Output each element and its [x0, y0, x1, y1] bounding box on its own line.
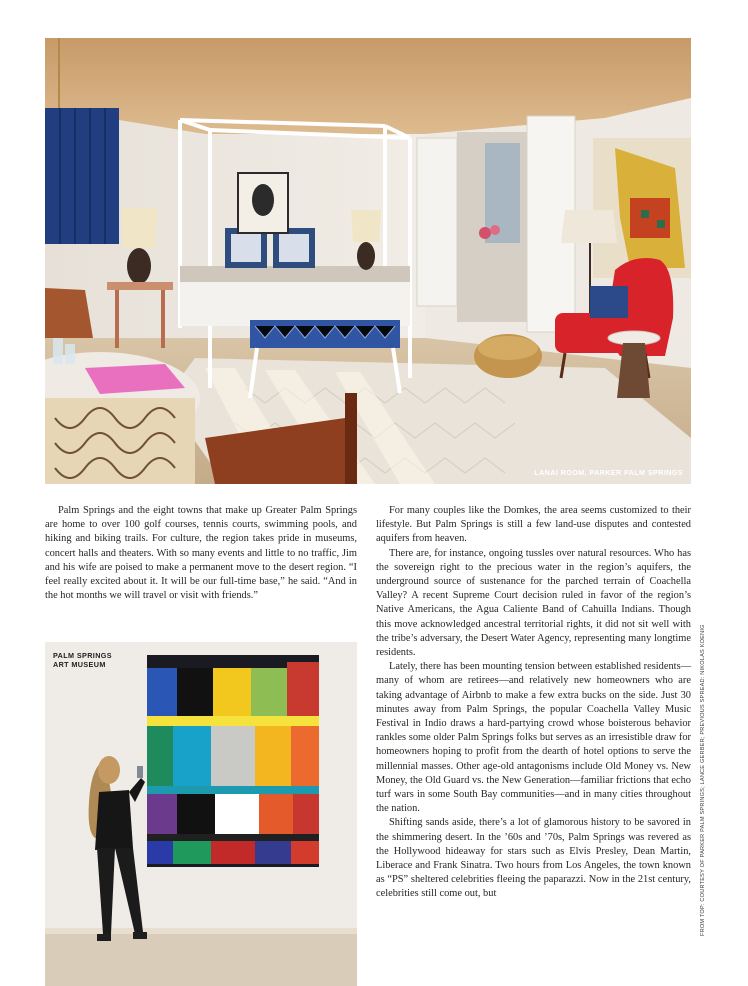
hero-photo-lanai-room [45, 38, 691, 484]
art-museum-illustration [45, 642, 357, 986]
lanai-room-illustration [45, 38, 691, 484]
painting-color-blocks [147, 662, 319, 864]
museum-caption-line: PALM SPRINGS [53, 651, 112, 660]
museum-photo-caption [53, 651, 143, 669]
hero-photo-caption: LANAI ROOM, PARKER PALM SPRINGS [534, 468, 683, 477]
article-paragraph: Palm Springs and the eight towns that make up Greater Palm Springs are home to over 100 golf courses, tennis courts, swimming pools, and hiking and biking trails. For culture, the region takes pride in museums, concert halls and theaters. With so many events and little to no traffic, Jim and his wife are poised to make a permanent move to the desert region. “I feel really excited about it. It will be our full-time base,” he said. “And in the hot months we will travel or visit with friends.” [45, 505, 357, 602]
article-left-column [45, 504, 357, 603]
article-paragraph: There are, for instance, ongoing tussles over natural resources. Who has the sovereign right to the precious water in the region’s aquifers, the underground source of sustenance for the parched terrain of Coachella Valley? A recent Supreme Court decision ruled in favor of the region’s Native Americans, the Agua Caliente Band of Cahuilla Indians. Though this move acknowledged ancestral territorial rights, it did not sit well with the tribe’s adversary, the Desert Water Agency, representing many longtime residents. [376, 547, 691, 659]
article-paragraph: Lately, there has been mounting tension between established residents—many of whom are retirees—and relatively new homeowners who are taking advantage of Airbnb to make a few extra bucks on the side. Just 30 minutes away from Palm Springs, the popular Coachella Valley Music Festival in Indio draws a hard-partying crowd whose boisterous behavior rankles some older Palm Springs folks but serves as an irresistible draw for homeowners hoping to profit from the dearth of hotel options to serve the millennial masses. Other age-old antagonisms include Old Money vs. New Money, the Old Guard vs. the New Generation—familiar frictions that echo turf wars in some South Bay communities—and in many cities throughout the nation. [376, 661, 691, 815]
article-paragraph: Shifting sands aside, there’s a lot of glamorous history to be savored in the shimmering desert. In the ’60s and ’70s, Palm Springs was revered as the Hollywood hideaway for stars such as Elvis Presley, Dean Martin, Liberace and Frank Sinatra. Two hours from Los Angeles, the town known as “PS” sheltered celebrities fleeing the paparazzi. Now in the 21st century, celebrities still come out, but [376, 817, 691, 900]
article-right-column [376, 504, 691, 902]
museum-caption-line: ART MUSEUM [53, 660, 106, 669]
photo-credit: FROM TOP: COURTESY OF PARKER PALM SPRINGS; LANCE GERBER; PREVIOUS SPREAD: NIKOLAS KOENIG [700, 624, 706, 936]
article-paragraph: For many couples like the Domkes, the area seems customized to their lifestyle. But Palm Springs is still a few land-use disputes and contested aquifers from heaven. [376, 505, 691, 545]
museum-photo [45, 642, 357, 986]
